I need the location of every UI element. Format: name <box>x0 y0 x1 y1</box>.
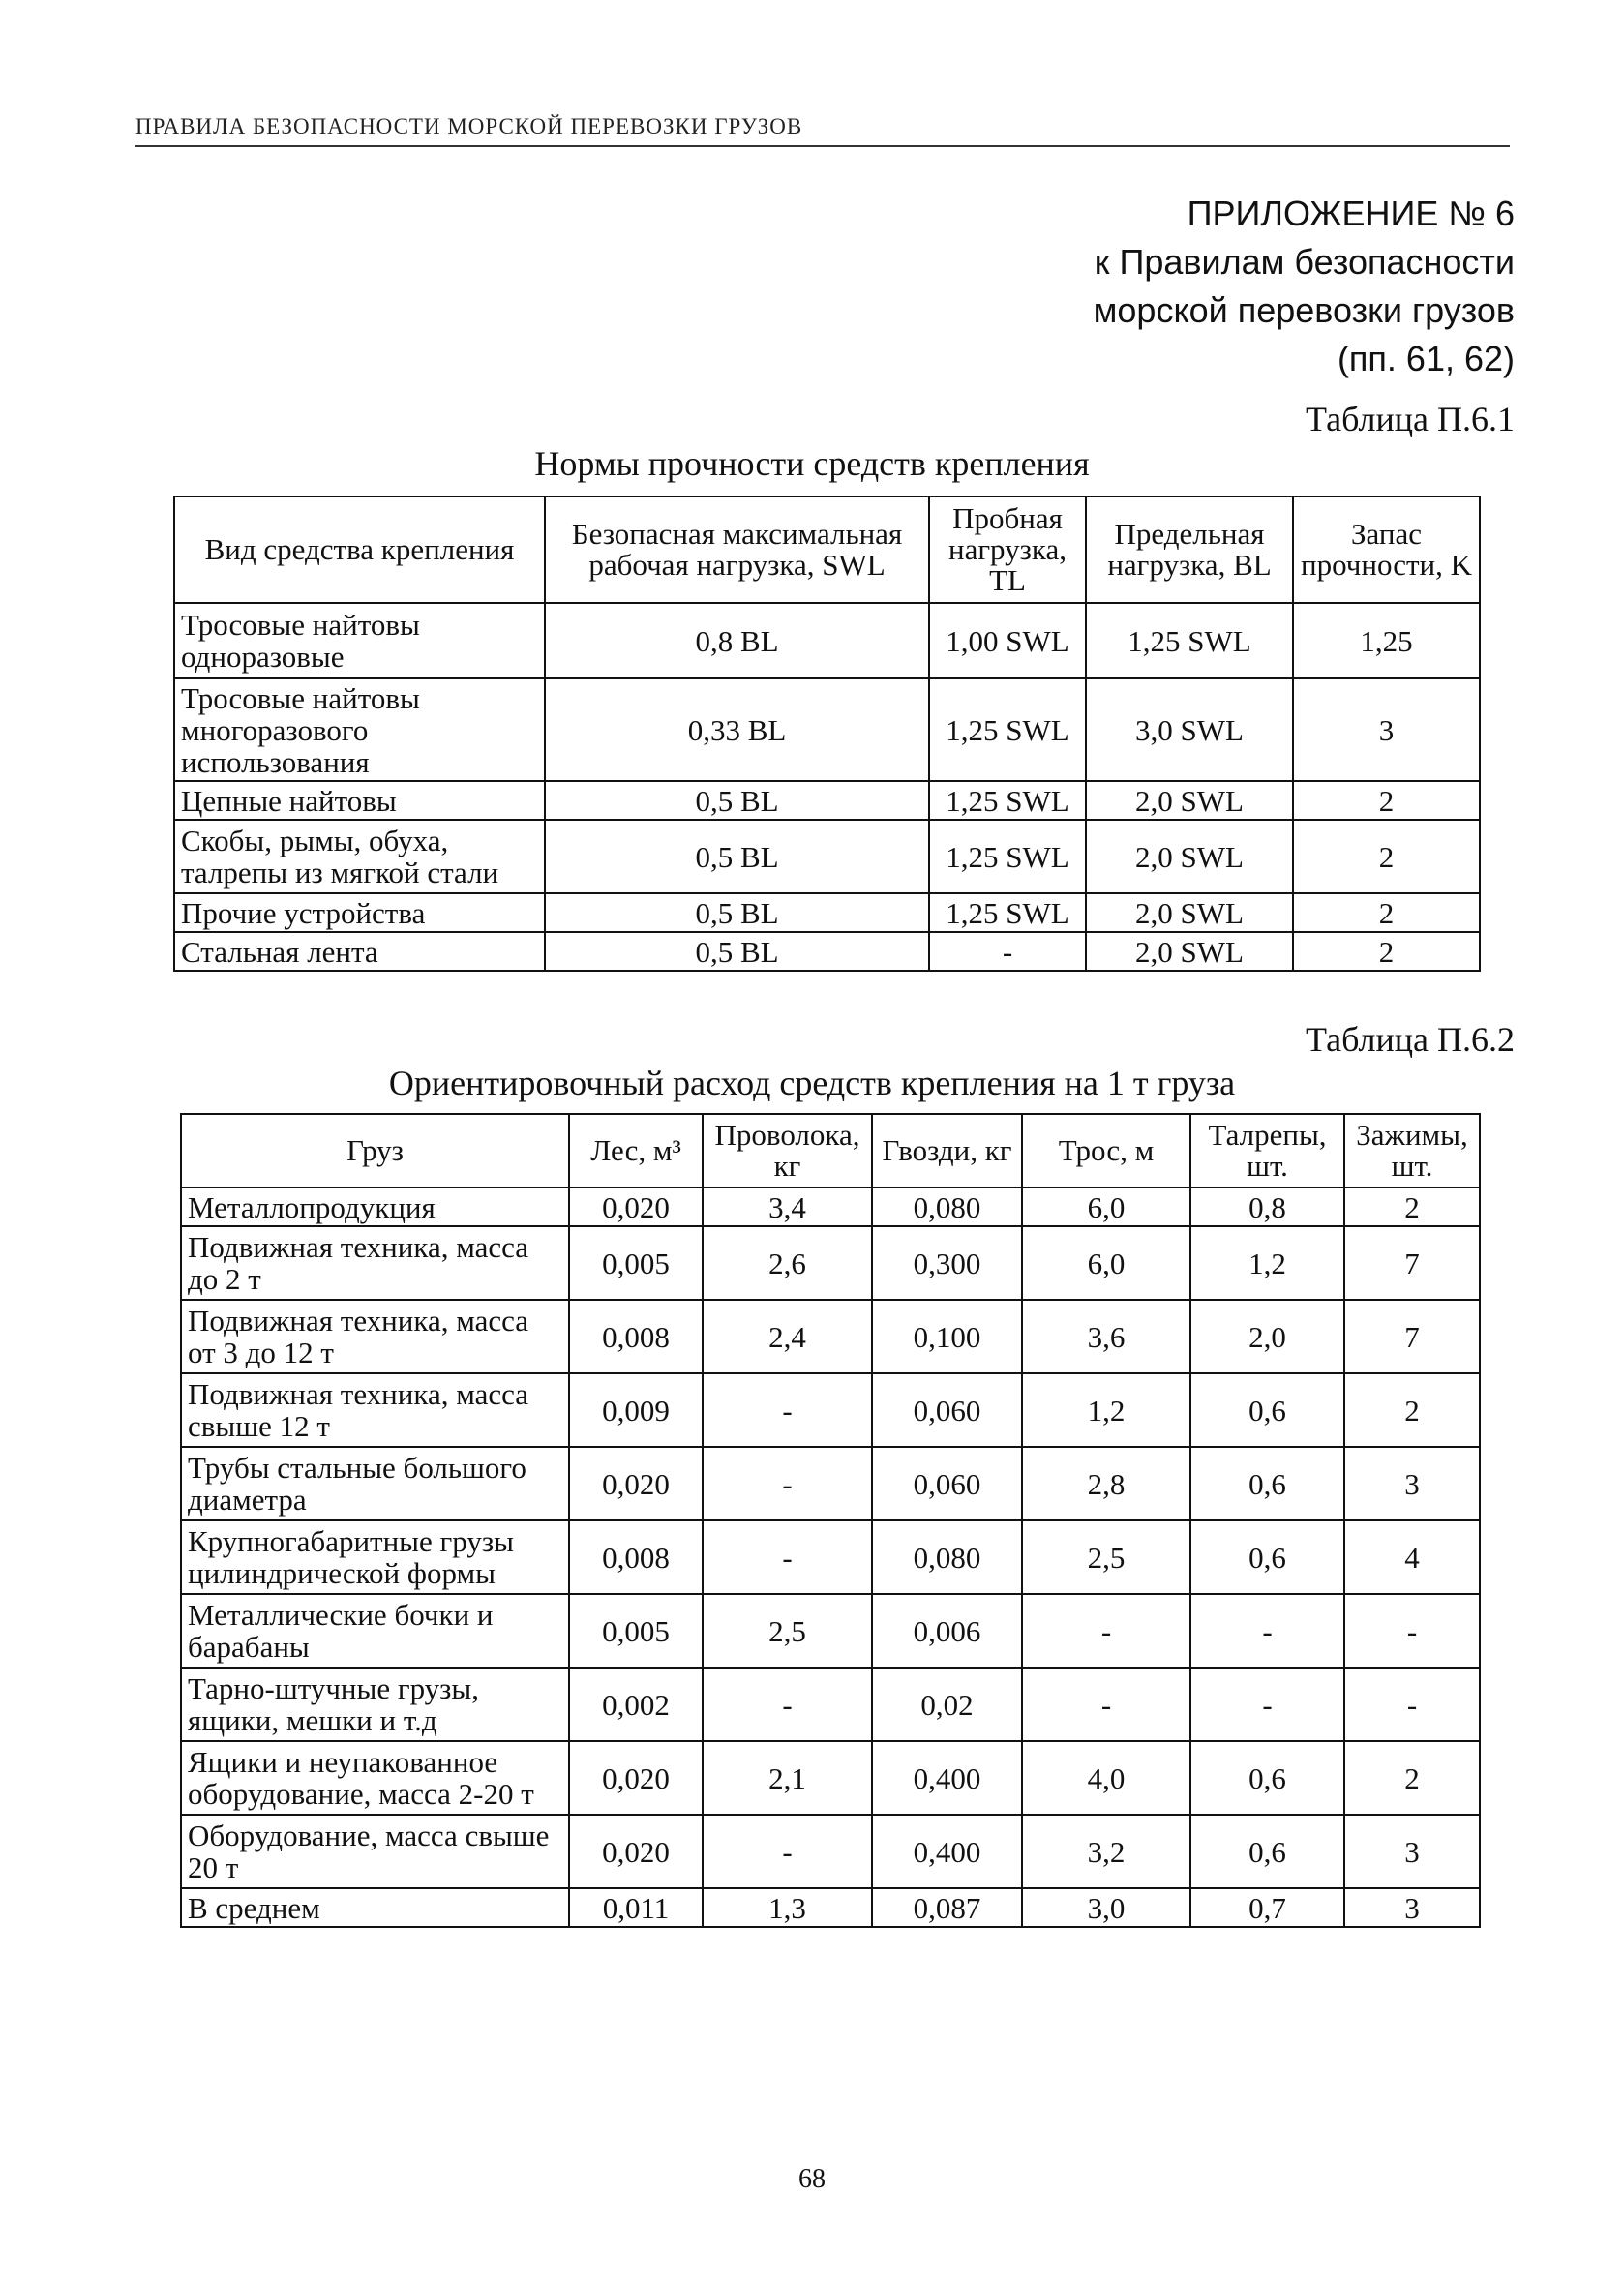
table-row <box>181 1741 1480 1815</box>
value-cell: 6,0 <box>1022 1188 1190 1226</box>
column-header: Запас прочности, K <box>1293 496 1480 603</box>
table1-label: Таблица П.6.1 <box>1306 400 1515 438</box>
column-header: Гвозди, кг <box>872 1114 1022 1188</box>
row-label-cell: Тарно-штучные грузы, ящики, мешки и т.д <box>181 1668 569 1741</box>
value-cell: 1,3 <box>703 1888 872 1927</box>
value-cell: 2,0 SWL <box>1086 820 1293 893</box>
value-cell: - <box>703 1447 872 1520</box>
row-label-cell: Ящики и неупакованное оборудование, масса 2-20 т <box>181 1741 569 1815</box>
value-cell: 3,0 <box>1022 1888 1190 1927</box>
value-cell: - <box>703 1520 872 1594</box>
value-cell: 3 <box>1293 678 1480 781</box>
value-cell: 2,8 <box>1022 1447 1190 1520</box>
appendix-block <box>1094 190 1515 383</box>
value-cell: 0,02 <box>872 1668 1022 1741</box>
appendix-line: (пп. 61, 62) <box>1337 339 1515 378</box>
appendix-line: к Правилам безопасности <box>1094 242 1515 282</box>
value-cell: 2,5 <box>703 1594 872 1668</box>
row-label-cell: Подвижная техника, масса до 2 т <box>181 1226 569 1300</box>
row-label-cell: Прочие устройства <box>174 893 545 932</box>
table2-title: Ориентировочный расход средств крепления на 1 т груза <box>388 1064 1236 1102</box>
row-label-cell: Трубы стальные большого диаметра <box>181 1447 569 1520</box>
value-cell: 2 <box>1344 1741 1480 1815</box>
value-cell: 1,25 SWL <box>929 893 1086 932</box>
value-cell: - <box>1344 1594 1480 1668</box>
value-cell: 0,060 <box>872 1447 1022 1520</box>
value-cell: 0,400 <box>872 1741 1022 1815</box>
value-cell: 7 <box>1344 1300 1480 1373</box>
value-cell: 2,0 SWL <box>1086 781 1293 820</box>
value-cell: 0,6 <box>1190 1520 1344 1594</box>
value-cell: 2 <box>1344 1188 1480 1226</box>
row-label-cell: Подвижная техника, масса от 3 до 12 т <box>181 1300 569 1373</box>
row-label-cell: Стальная лента <box>174 932 545 971</box>
value-cell: 2,4 <box>703 1300 872 1373</box>
value-cell: - <box>1190 1668 1344 1741</box>
column-header: Безопасная максимальная рабочая нагрузка, SWL <box>545 496 929 603</box>
column-header: Талрепы, шт. <box>1190 1114 1344 1188</box>
row-label-cell: Скобы, рымы, обуха, талрепы из мягкой стали <box>174 820 545 893</box>
value-cell: - <box>1190 1594 1344 1668</box>
appendix-line: морской перевозки грузов <box>1093 290 1515 330</box>
column-header: Вид средства крепления <box>174 496 545 603</box>
value-cell: 0,080 <box>872 1520 1022 1594</box>
row-label-cell: Тросовые найтовы многоразового использования <box>174 678 545 781</box>
value-cell: 2,0 SWL <box>1086 893 1293 932</box>
value-cell: 0,5 BL <box>545 820 929 893</box>
value-cell: 0,6 <box>1190 1447 1344 1520</box>
value-cell: 1,25 SWL <box>929 820 1086 893</box>
page-number: 68 <box>798 2164 826 2194</box>
table-row <box>181 1888 1480 1927</box>
value-cell: 0,6 <box>1190 1815 1344 1888</box>
value-cell: 0,33 BL <box>545 678 929 781</box>
value-cell: 6,0 <box>1022 1226 1190 1300</box>
table-row <box>181 1226 1480 1300</box>
value-cell: 0,087 <box>872 1888 1022 1927</box>
value-cell: - <box>1022 1668 1190 1741</box>
value-cell: 2,6 <box>703 1226 872 1300</box>
value-cell: 3,6 <box>1022 1300 1190 1373</box>
value-cell: 4,0 <box>1022 1741 1190 1815</box>
row-label-cell: Цепные найтовы <box>174 781 545 820</box>
value-cell: 0,006 <box>872 1594 1022 1668</box>
row-label-cell: Металлические бочки и барабаны <box>181 1594 569 1668</box>
value-cell: 0,008 <box>569 1520 703 1594</box>
table-row <box>181 1815 1480 1888</box>
value-cell: 1,00 SWL <box>929 603 1086 678</box>
consumption-table <box>180 1113 1481 1928</box>
value-cell: 0,005 <box>569 1594 703 1668</box>
table-row <box>181 1300 1480 1373</box>
value-cell: 0,8 <box>1190 1188 1344 1226</box>
column-header: Зажимы, шт. <box>1344 1114 1480 1188</box>
value-cell: 2 <box>1293 932 1480 971</box>
row-label-cell: Подвижная техника, масса свыше 12 т <box>181 1373 569 1447</box>
value-cell: 0,005 <box>569 1226 703 1300</box>
table1-title: Нормы прочности средств крепления <box>534 444 1090 483</box>
value-cell: 3 <box>1344 1815 1480 1888</box>
value-cell: - <box>703 1373 872 1447</box>
value-cell: 0,060 <box>872 1373 1022 1447</box>
table-row <box>181 1520 1480 1594</box>
strength-norms-table <box>173 496 1481 972</box>
table-row <box>181 1594 1480 1668</box>
table-header-row <box>174 496 1480 603</box>
value-cell: 0,008 <box>569 1300 703 1373</box>
table-row <box>174 603 1480 678</box>
value-cell: 1,25 SWL <box>1086 603 1293 678</box>
table-row <box>181 1447 1480 1520</box>
value-cell: 0,5 BL <box>545 781 929 820</box>
value-cell: 2,5 <box>1022 1520 1190 1594</box>
value-cell: 0,8 BL <box>545 603 929 678</box>
value-cell: 1,2 <box>1190 1226 1344 1300</box>
table-row <box>174 893 1480 932</box>
value-cell: - <box>703 1815 872 1888</box>
value-cell: 0,5 BL <box>545 893 929 932</box>
table-row <box>174 820 1480 893</box>
value-cell: 1,2 <box>1022 1373 1190 1447</box>
value-cell: 2,1 <box>703 1741 872 1815</box>
value-cell: 3,2 <box>1022 1815 1190 1888</box>
value-cell: 3,0 SWL <box>1086 678 1293 781</box>
value-cell: - <box>929 932 1086 971</box>
row-label-cell: В среднем <box>181 1888 569 1927</box>
appendix-title: ПРИЛОЖЕНИЕ № 6 <box>1187 194 1515 233</box>
value-cell: 2 <box>1293 820 1480 893</box>
table-row <box>174 678 1480 781</box>
value-cell: 0,009 <box>569 1373 703 1447</box>
value-cell: 4 <box>1344 1520 1480 1594</box>
value-cell: 0,020 <box>569 1815 703 1888</box>
column-header: Пробная нагрузка, TL <box>929 496 1086 603</box>
row-label-cell: Крупногабаритные грузы цилиндрической формы <box>181 1520 569 1594</box>
row-label-cell: Металлопродукция <box>181 1188 569 1226</box>
value-cell: 0,020 <box>569 1188 703 1226</box>
value-cell: 0,6 <box>1190 1741 1344 1815</box>
value-cell: 0,020 <box>569 1447 703 1520</box>
column-header: Трос, м <box>1022 1114 1190 1188</box>
table2-label: Таблица П.6.2 <box>1306 1020 1515 1059</box>
value-cell: 2 <box>1344 1373 1480 1447</box>
value-cell: - <box>1344 1668 1480 1741</box>
running-header: ПРАВИЛА БЕЗОПАСНОСТИ МОРСКОЙ ПЕРЕВОЗКИ ГРУЗОВ <box>135 114 1510 147</box>
value-cell: 3 <box>1344 1447 1480 1520</box>
value-cell: 0,020 <box>569 1741 703 1815</box>
value-cell: 3 <box>1344 1888 1480 1927</box>
value-cell: - <box>703 1668 872 1741</box>
value-cell: 1,25 SWL <box>929 678 1086 781</box>
table-row <box>181 1668 1480 1741</box>
value-cell: 0,400 <box>872 1815 1022 1888</box>
value-cell: 2 <box>1293 893 1480 932</box>
value-cell: 0,5 BL <box>545 932 929 971</box>
table-row <box>181 1188 1480 1226</box>
value-cell: 0,6 <box>1190 1373 1344 1447</box>
value-cell: 0,011 <box>569 1888 703 1927</box>
value-cell: - <box>1022 1594 1190 1668</box>
table-row <box>181 1373 1480 1447</box>
table-header-row <box>181 1114 1480 1188</box>
value-cell: 0,100 <box>872 1300 1022 1373</box>
column-header: Груз <box>181 1114 569 1188</box>
value-cell: 2 <box>1293 781 1480 820</box>
value-cell: 7 <box>1344 1226 1480 1300</box>
row-label-cell: Тросовые найтовы одноразовые <box>174 603 545 678</box>
value-cell: 0,080 <box>872 1188 1022 1226</box>
value-cell: 1,25 <box>1293 603 1480 678</box>
row-label-cell: Оборудование, масса свыше 20 т <box>181 1815 569 1888</box>
table-row <box>174 781 1480 820</box>
value-cell: 0,7 <box>1190 1888 1344 1927</box>
column-header: Лес, м³ <box>569 1114 703 1188</box>
value-cell: 2,0 <box>1190 1300 1344 1373</box>
table-row <box>174 932 1480 971</box>
value-cell: 3,4 <box>703 1188 872 1226</box>
column-header: Предельная нагрузка, BL <box>1086 496 1293 603</box>
value-cell: 2,0 SWL <box>1086 932 1293 971</box>
value-cell: 0,300 <box>872 1226 1022 1300</box>
column-header: Проволока, кг <box>703 1114 872 1188</box>
value-cell: 0,002 <box>569 1668 703 1741</box>
value-cell: 1,25 SWL <box>929 781 1086 820</box>
